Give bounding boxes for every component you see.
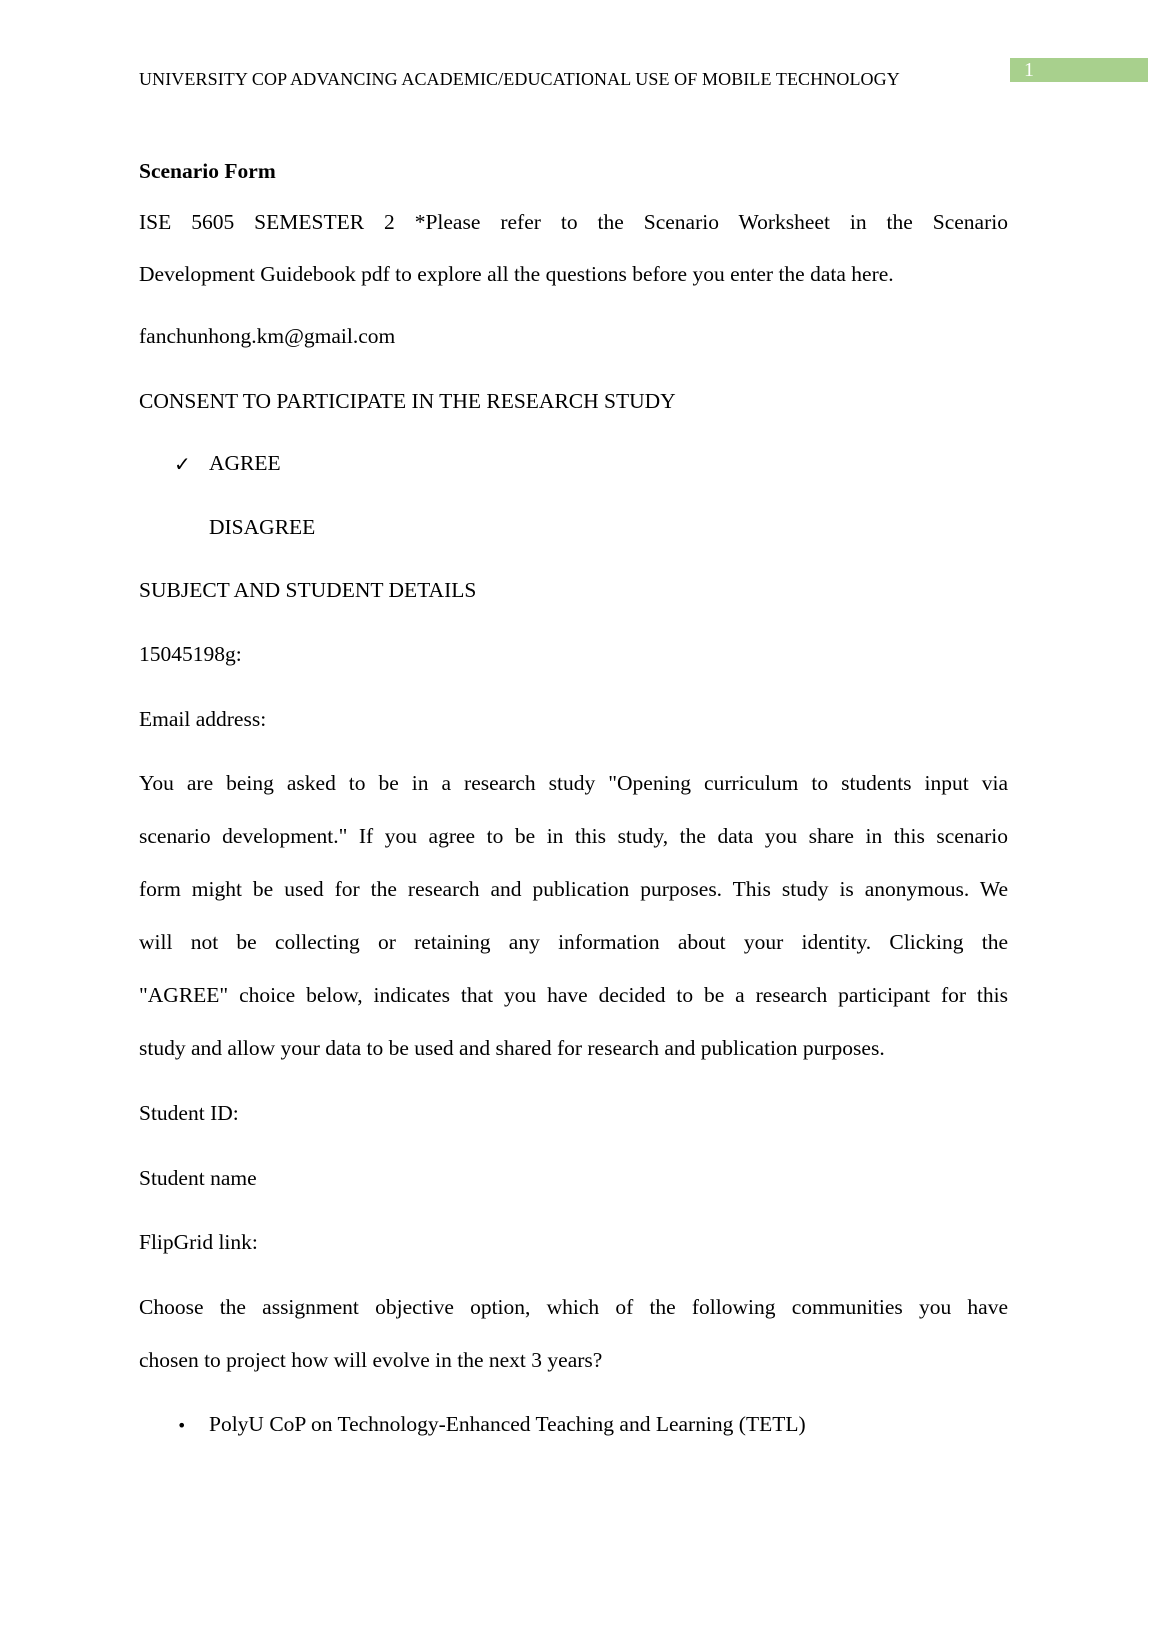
student-name-label: Student name xyxy=(139,1166,257,1190)
paragraph-line xyxy=(139,824,1008,849)
objective-question-line-1 xyxy=(139,1295,1008,1320)
intro-line-1 xyxy=(139,210,1008,235)
page-number-badge xyxy=(1010,58,1148,82)
intro-line-1-text: ISE 5605 SEMESTER 2 *Please refer to the Scenario Worksheet in the Scenario xyxy=(139,210,1008,234)
flipgrid-label: FlipGrid link: xyxy=(139,1230,258,1254)
objective-question-line-2: chosen to project how will evolve in the next 3 years? xyxy=(139,1348,603,1372)
intro-line-2: Development Guidebook pdf to explore all the questions before you enter the data here. xyxy=(139,262,894,286)
community-option-tetl[interactable]: PolyU CoP on Technology-Enhanced Teaching and Learning (TETL) xyxy=(209,1412,806,1436)
paragraph-line-text: "AGREE" choice below, indicates that you have decided to be a research participant for this xyxy=(139,983,1008,1007)
agree-check-icon: ✓ xyxy=(174,452,191,476)
student-id-label: Student ID: xyxy=(139,1101,239,1125)
paragraph-line-text: form might be used for the research and publication purposes. This study is anonymous. We xyxy=(139,877,1008,901)
page-number: 1 xyxy=(1024,59,1034,81)
objective-question-line-1-text: Choose the assignment objective option, which of the following communities you have xyxy=(139,1295,1008,1319)
paragraph-line xyxy=(139,771,1008,796)
paragraph-line-text: scenario development." If you agree to be in this study, the data you share in this scenario xyxy=(139,824,1008,848)
paragraph-line: study and allow your data to be used and shared for research and publication purposes. xyxy=(139,1036,885,1060)
paragraph-line-text: You are being asked to be in a research study "Opening curriculum to students input via xyxy=(139,771,1008,795)
email-value: fanchunhong.km@gmail.com xyxy=(139,324,396,348)
paragraph-line-text: will not be collecting or retaining any information about your identity. Clicking the xyxy=(139,930,1008,954)
paragraph-line xyxy=(139,983,1008,1008)
subject-code: 15045198g: xyxy=(139,642,242,666)
paragraph-line xyxy=(139,930,1008,955)
details-heading: SUBJECT AND STUDENT DETAILS xyxy=(139,578,477,602)
consent-heading: CONSENT TO PARTICIPATE IN THE RESEARCH STUDY xyxy=(139,389,676,413)
consent-option-disagree[interactable]: DISAGREE xyxy=(209,515,316,539)
paragraph-line xyxy=(139,877,1008,902)
consent-option-agree[interactable]: AGREE xyxy=(209,451,281,475)
email-label: Email address: xyxy=(139,707,267,731)
bullet-icon: • xyxy=(177,1416,187,1435)
form-title: Scenario Form xyxy=(139,159,276,183)
running-header: UNIVERSITY COP ADVANCING ACADEMIC/EDUCATIONAL USE OF MOBILE TECHNOLOGY xyxy=(139,69,900,89)
